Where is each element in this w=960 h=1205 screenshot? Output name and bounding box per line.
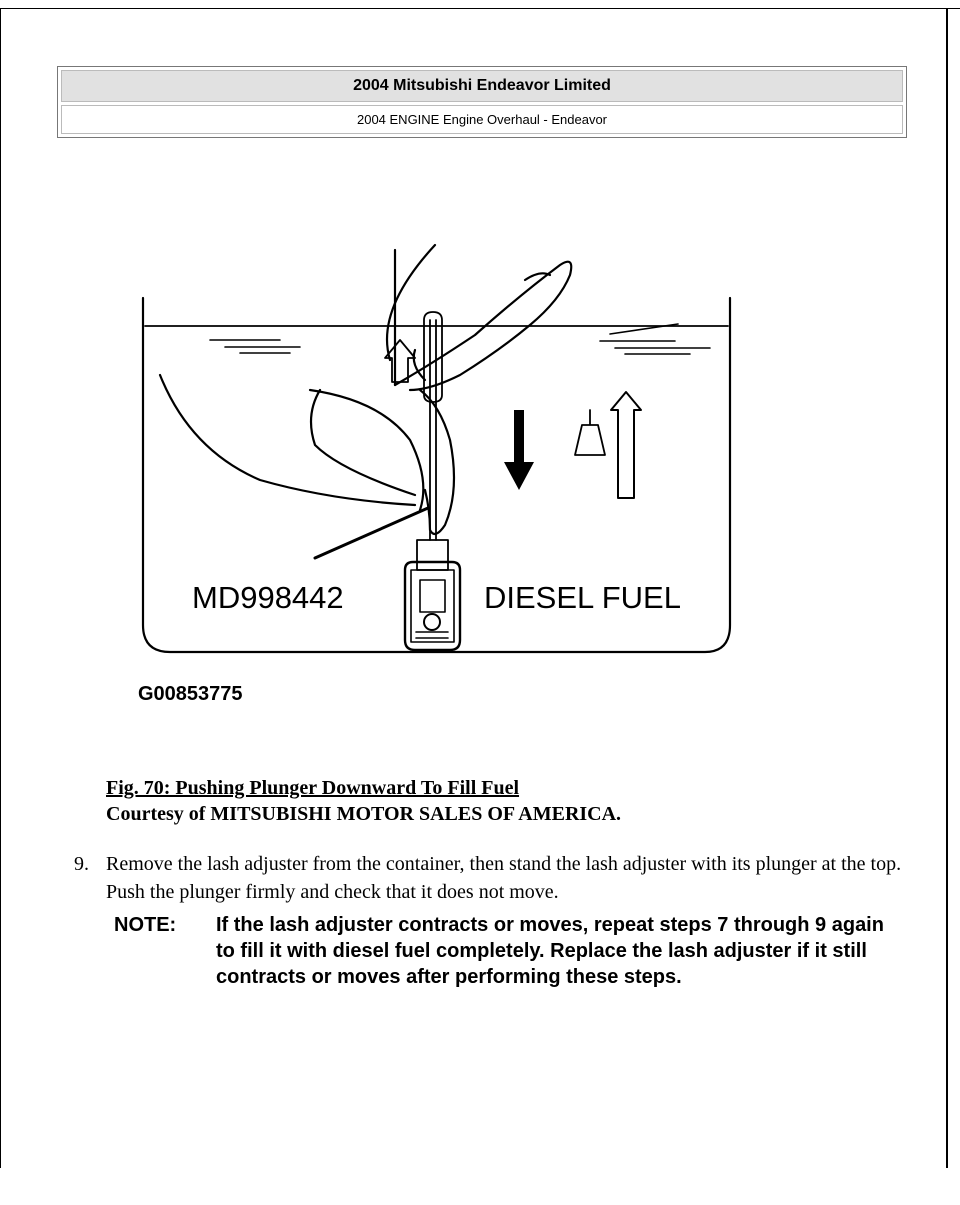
step-text: Remove the lash adjuster from the container, then stand the lash adjuster with its plunger at the top. Push the plunger firmly and check that it does not move.: [106, 853, 902, 903]
lash-adjuster-diagram: [130, 240, 745, 720]
figure-code: G00853775: [138, 683, 243, 705]
header-subtitle: 2004 ENGINE Engine Overhaul - Endeavor: [61, 105, 903, 134]
figure-caption-title: Fig. 70: Pushing Plunger Downward To Fill Fuel: [106, 777, 520, 799]
page-border-right: [946, 8, 948, 1168]
down-arrow-icon: [504, 410, 534, 490]
document-header: [57, 66, 907, 138]
procedure-step: [74, 850, 904, 906]
page-border-top: [0, 8, 960, 9]
tool-number-label: MD998442: [192, 580, 344, 615]
figure-caption: [106, 775, 621, 827]
note-text: If the lash adjuster contracts or moves, repeat steps 7 through 9 again to fill it with diesel fuel completely. Replace the lash adjuster if it still contracts or moves after performing these steps.: [216, 914, 884, 988]
step-number: 9.: [74, 853, 89, 875]
header-title: 2004 Mitsubishi Endeavor Limited: [61, 70, 903, 102]
note-label: NOTE:: [114, 914, 177, 936]
fluid-label: DIESEL FUEL: [484, 580, 681, 615]
figure-caption-courtesy: Courtesy of MITSUBISHI MOTOR SALES OF AMERICA.: [106, 803, 622, 825]
note-block: [114, 912, 894, 990]
page-border-left: [0, 8, 1, 1168]
figure-illustration: [130, 240, 745, 720]
